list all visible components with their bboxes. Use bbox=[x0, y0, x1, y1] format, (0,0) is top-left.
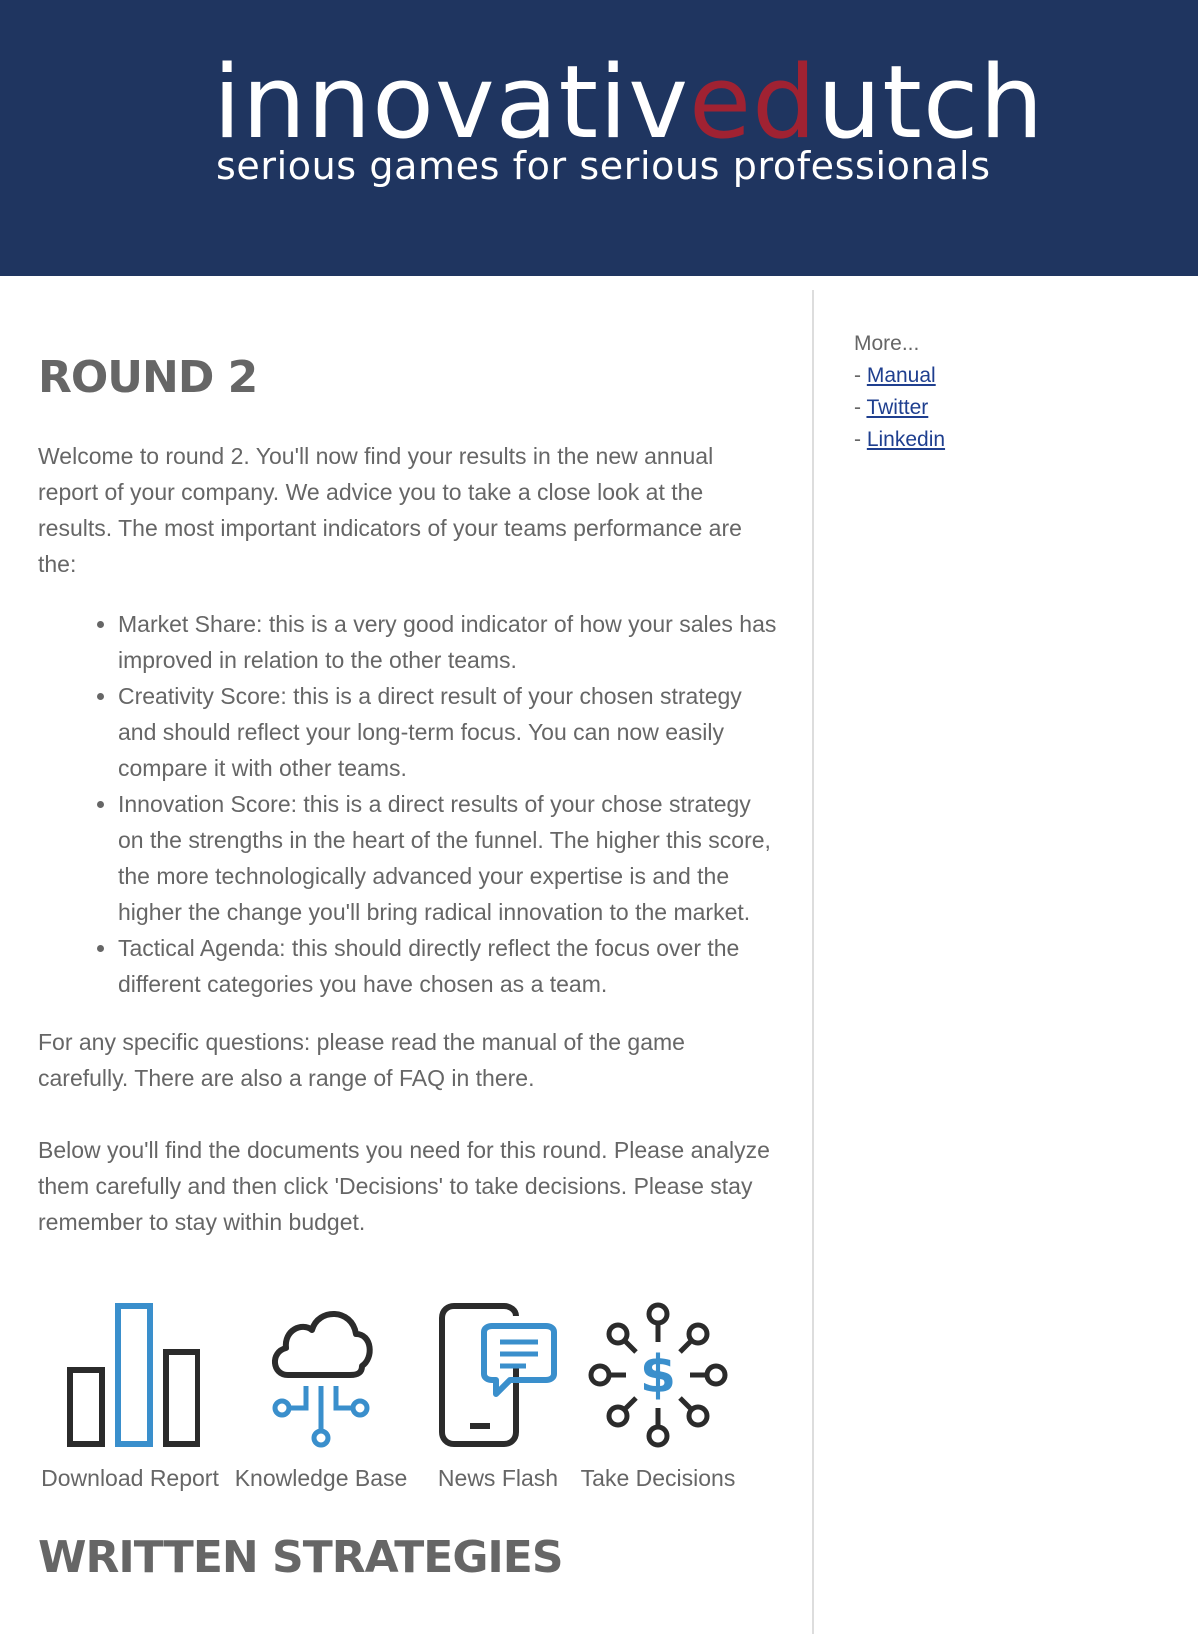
knowledge-base-tile[interactable] bbox=[234, 1300, 408, 1491]
manual-link[interactable]: Manual bbox=[866, 364, 936, 387]
questions-paragraph: For any specific questions: please read the manual of the game carefully. There are also a range of FAQ in there. bbox=[38, 1029, 685, 1091]
innovativedutch-logo[interactable] bbox=[213, 43, 1045, 202]
sidebar-heading: More... bbox=[854, 332, 920, 355]
section-title-written-strategies: WRITTEN STRATEGIES bbox=[38, 1532, 563, 1583]
news-flash-label: News Flash bbox=[437, 1465, 559, 1491]
list-item: • Innovation Score: this is a direct results of your chose strategy on the strengths in the heart of the funnel. The higher this score, the more technologically advanced your expertise is and the higher the change you'll bring radical innovation to the market. bbox=[118, 786, 778, 930]
logo-wordmark: innovativedutch bbox=[213, 43, 1045, 161]
documents-paragraph: Below you'll find the documents you need for this round. Please analyze them carefully and then click 'Decisions' to take decisions. Please stay remember to stay within budget. bbox=[38, 1137, 770, 1235]
knowledge-base-label: Knowledge Base bbox=[234, 1465, 408, 1491]
list-item: • Tactical Agenda: this should directly reflect the focus over the different categories you have chosen as a team. bbox=[118, 930, 778, 1002]
sidebar-item-linkedin: - Linkedin bbox=[854, 428, 946, 451]
dollar-network-icon bbox=[586, 1300, 730, 1450]
sidebar-item-twitter: - Twitter bbox=[854, 396, 929, 419]
cloud-network-icon bbox=[266, 1300, 376, 1450]
list-item: • Creativity Score: this is a direct result of your chosen strategy and should reflect your long-term focus. You can now easily compare it with other teams. bbox=[118, 678, 778, 786]
take-decisions-label: Take Decisions bbox=[580, 1465, 736, 1491]
sidebar bbox=[854, 328, 945, 456]
twitter-link[interactable]: Twitter bbox=[866, 396, 929, 419]
download-report-tile[interactable] bbox=[41, 1300, 219, 1491]
column-divider bbox=[812, 290, 814, 1634]
indicator-list bbox=[38, 606, 778, 1002]
sidebar-item-manual: - Manual bbox=[854, 364, 936, 387]
news-flash-tile[interactable] bbox=[437, 1300, 559, 1491]
take-decisions-tile[interactable] bbox=[580, 1300, 736, 1491]
phone-chat-icon bbox=[438, 1300, 558, 1450]
download-report-label: Download Report bbox=[41, 1465, 219, 1491]
linkedin-link[interactable]: Linkedin bbox=[866, 428, 946, 451]
site-header bbox=[0, 0, 1198, 276]
main-content bbox=[38, 320, 778, 1240]
svg-text:$: $ bbox=[639, 1345, 677, 1405]
list-item: • Market Share: this is a very good indicator of how your sales has improved in relation to the other teams. bbox=[118, 606, 778, 678]
page-title: ROUND 2 bbox=[38, 352, 258, 403]
bar-chart-icon bbox=[60, 1300, 200, 1450]
document-tiles bbox=[38, 1300, 758, 1500]
intro-paragraph: Welcome to round 2. You'll now find your results in the new annual report of your company. We advice you to take a close look at the results. The most important indicators of your teams performance are the: bbox=[38, 443, 742, 577]
logo-tagline: serious games for serious professionals bbox=[216, 144, 991, 188]
